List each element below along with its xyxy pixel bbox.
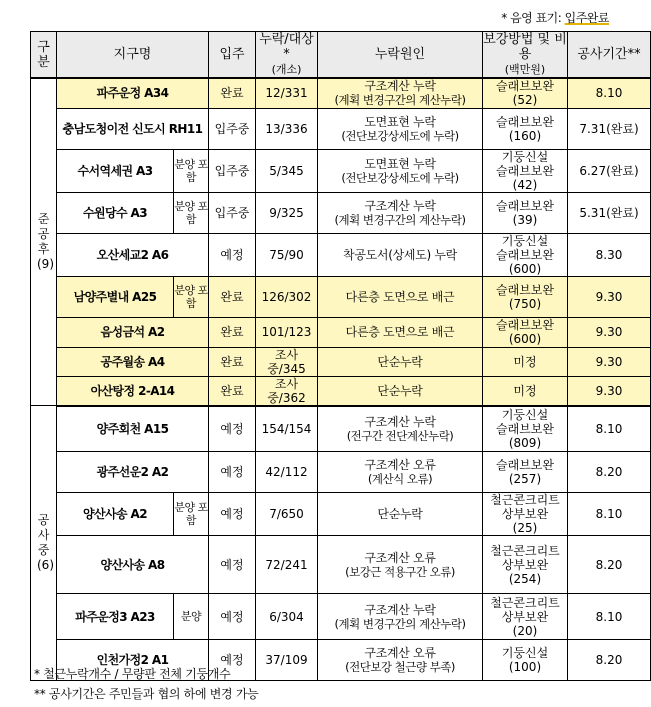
period-cell: 9.30 xyxy=(568,347,651,376)
method-cell: 미정 xyxy=(483,347,568,376)
method-cell: 기둥신설 슬래브보완 (42) xyxy=(483,149,568,192)
occupancy-cell: 입주중 xyxy=(209,149,256,192)
cause-cell: 구조계산 오류 (보강근 적용구간 오류) xyxy=(318,536,483,594)
site-name: 오산세교2 A6 xyxy=(57,233,209,276)
cause-cell: 구조계산 오류 (계산식 오류) xyxy=(318,452,483,493)
method-cell: 슬래브보완 (257) xyxy=(483,452,568,493)
defect-table xyxy=(30,31,651,681)
shading-legend xyxy=(501,9,609,26)
count-cell: 6/304 xyxy=(256,594,318,640)
count-cell: 72/241 xyxy=(256,536,318,594)
period-cell: 8.20 xyxy=(568,452,651,493)
period-cell: 9.30 xyxy=(568,317,651,347)
method-cell: 기둥신설 (100) xyxy=(483,640,568,681)
table-row xyxy=(31,376,651,406)
header-cause: 누락원인 xyxy=(318,32,483,79)
header-count: 누락/대상* (개소) xyxy=(256,32,318,79)
cause-cell: 구조계산 오류 (전단보강 철근량 부족) xyxy=(318,640,483,681)
site-name: 아산탕정 2-A14 xyxy=(57,376,209,406)
cause-cell: 단순누락 xyxy=(318,493,483,536)
period-cell: 5.31(완료) xyxy=(568,192,651,233)
method-cell: 기둥신설 슬래브보완 (600) xyxy=(483,233,568,276)
method-cell: 슬래브보완 (750) xyxy=(483,276,568,317)
footnote-1: * 철근누락개수 / 무량판 전체 기둥개수 xyxy=(34,667,231,681)
occupancy-cell: 예정 xyxy=(209,594,256,640)
cause-cell: 단순누락 xyxy=(318,376,483,406)
method-cell: 슬래브보완 (39) xyxy=(483,192,568,233)
header-row xyxy=(31,32,651,79)
legend-value: 입주완료 xyxy=(564,11,609,25)
site-name: 충남도청이전 신도시 RH11 xyxy=(57,108,209,149)
cause-cell: 단순누락 xyxy=(318,347,483,376)
site-name: 음성금석 A2 xyxy=(57,317,209,347)
count-cell: 조사중/345 xyxy=(256,347,318,376)
count-cell: 42/112 xyxy=(256,452,318,493)
sale-tag: 분양 포함 xyxy=(174,493,209,536)
site-name: 파주운정3 A23 xyxy=(57,594,174,640)
occupancy-cell: 완료 xyxy=(209,78,256,108)
cause-cell: 구조계산 누락 (계획 변경구간의 계산누락) xyxy=(318,594,483,640)
header-name: 지구명 xyxy=(57,32,209,79)
sale-tag: 분양 포함 xyxy=(174,276,209,317)
occupancy-cell: 완료 xyxy=(209,317,256,347)
site-name: 공주월송 A4 xyxy=(57,347,209,376)
period-cell: 8.10 xyxy=(568,594,651,640)
site-name: 인천가정2 A1 xyxy=(57,640,209,681)
table-row xyxy=(31,452,651,493)
count-cell: 12/331 xyxy=(256,78,318,108)
table-row xyxy=(31,276,651,317)
occupancy-cell: 예정 xyxy=(209,493,256,536)
period-cell: 8.20 xyxy=(568,536,651,594)
period-cell: 8.20 xyxy=(568,640,651,681)
site-name: 파주운정 A34 xyxy=(57,78,209,108)
method-cell: 슬래브보완 (160) xyxy=(483,108,568,149)
sale-tag: 분양 포함 xyxy=(174,149,209,192)
legend-prefix: * 음영 표기: xyxy=(501,11,562,25)
table-row xyxy=(31,493,651,536)
method-cell: 철근콘크리트 상부보완 (20) xyxy=(483,594,568,640)
table-row xyxy=(31,317,651,347)
site-name: 양산사송 A8 xyxy=(57,536,209,594)
site-name: 양주회천 A15 xyxy=(57,406,209,452)
count-cell: 7/650 xyxy=(256,493,318,536)
header-period: 공사기간** xyxy=(568,32,651,79)
table-row xyxy=(31,78,651,108)
sale-tag: 분양 xyxy=(174,594,209,640)
table-row xyxy=(31,347,651,376)
cause-cell: 착공도서(상세도) 누락 xyxy=(318,233,483,276)
period-cell: 7.31(완료) xyxy=(568,108,651,149)
period-cell: 8.10 xyxy=(568,78,651,108)
cause-cell: 도면표현 누락 (전단보강상세도에 누락) xyxy=(318,149,483,192)
table-row xyxy=(31,233,651,276)
site-name: 광주선운2 A2 xyxy=(57,452,209,493)
occupancy-cell: 완료 xyxy=(209,276,256,317)
site-name: 수서역세권 A3 xyxy=(57,149,174,192)
group-label: 준공후(9) xyxy=(31,78,57,406)
footnotes xyxy=(34,664,258,704)
count-cell: 75/90 xyxy=(256,233,318,276)
method-cell: 철근콘크리트 상부보완 (254) xyxy=(483,536,568,594)
period-cell: 8.10 xyxy=(568,406,651,452)
method-cell: 철근콘크리트 상부보완 (25) xyxy=(483,493,568,536)
table-row xyxy=(31,192,651,233)
table-row xyxy=(31,108,651,149)
occupancy-cell: 완료 xyxy=(209,376,256,406)
count-cell: 13/336 xyxy=(256,108,318,149)
group-label: 공사중(6) xyxy=(31,406,57,681)
count-cell: 5/345 xyxy=(256,149,318,192)
occupancy-cell: 예정 xyxy=(209,406,256,452)
method-cell: 슬래브보완 (600) xyxy=(483,317,568,347)
count-cell: 126/302 xyxy=(256,276,318,317)
occupancy-cell: 입주중 xyxy=(209,192,256,233)
occupancy-cell: 완료 xyxy=(209,347,256,376)
method-cell: 기둥신설 슬래브보완 (809) xyxy=(483,406,568,452)
occupancy-cell: 예정 xyxy=(209,640,256,681)
period-cell: 6.27(완료) xyxy=(568,149,651,192)
count-cell: 37/109 xyxy=(256,640,318,681)
footnote-2: ** 공사기간은 주민들과 협의 하에 변경 가능 xyxy=(34,687,259,701)
table-row xyxy=(31,594,651,640)
header-group: 구분 xyxy=(31,32,57,79)
method-cell: 슬래브보완 (52) xyxy=(483,78,568,108)
count-cell: 조사중/362 xyxy=(256,376,318,406)
method-cell: 미정 xyxy=(483,376,568,406)
cause-cell: 다른층 도면으로 배근 xyxy=(318,317,483,347)
sale-tag: 분양 포함 xyxy=(174,192,209,233)
occupancy-cell: 예정 xyxy=(209,452,256,493)
period-cell: 8.10 xyxy=(568,493,651,536)
table-row xyxy=(31,406,651,452)
period-cell: 8.30 xyxy=(568,233,651,276)
count-cell: 9/325 xyxy=(256,192,318,233)
cause-cell: 구조계산 누락 (계획 변경구간의 계산누락) xyxy=(318,192,483,233)
header-occupancy: 입주 xyxy=(209,32,256,79)
occupancy-cell: 예정 xyxy=(209,233,256,276)
table-row xyxy=(31,149,651,192)
site-name: 양산사송 A2 xyxy=(57,493,174,536)
cause-cell: 도면표현 누락 (전단보강상세도에 누락) xyxy=(318,108,483,149)
site-name: 남양주별내 A25 xyxy=(57,276,174,317)
period-cell: 9.30 xyxy=(568,276,651,317)
table-row xyxy=(31,536,651,594)
cause-cell: 다른층 도면으로 배근 xyxy=(318,276,483,317)
count-cell: 101/123 xyxy=(256,317,318,347)
period-cell: 9.30 xyxy=(568,376,651,406)
cause-cell: 구조계산 누락 (전구간 전단계산누락) xyxy=(318,406,483,452)
cause-cell: 구조계산 누락 (계획 변경구간의 계산누락) xyxy=(318,78,483,108)
count-cell: 154/154 xyxy=(256,406,318,452)
occupancy-cell: 예정 xyxy=(209,536,256,594)
occupancy-cell: 입주중 xyxy=(209,108,256,149)
site-name: 수원당수 A3 xyxy=(57,192,174,233)
header-method: 보강방법 및 비용 (백만원) xyxy=(483,32,567,76)
